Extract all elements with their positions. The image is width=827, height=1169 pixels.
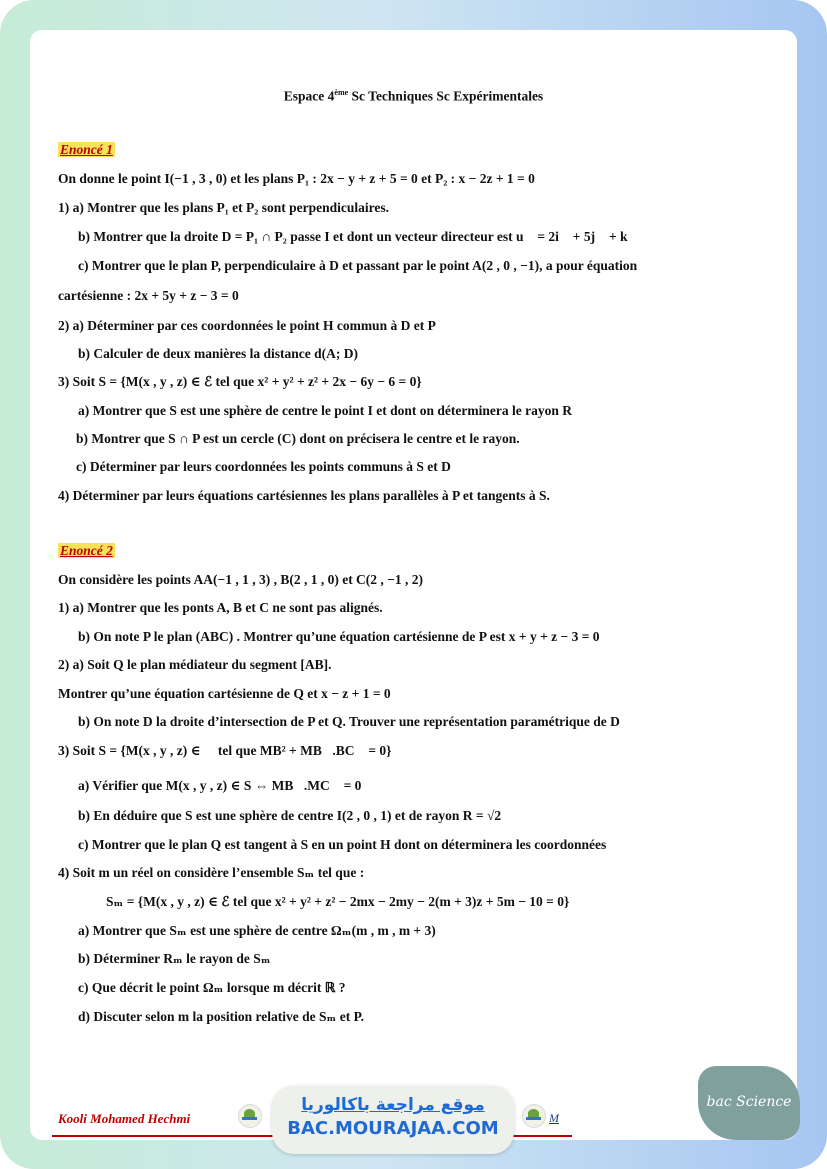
ex1-q1a: 1) a) Montrer que les plans P₁ et P₂ sont perpendiculaires.: [58, 200, 389, 215]
footer-logo-icon: [522, 1104, 546, 1128]
ex2-intro: On considère les points AA(−1 , 1 , 3) , B(2 , 1 , 0) et C(2 , −1 , 2): [58, 572, 423, 587]
document-title: Espace 4ème Sc Techniques Sc Expérimentales: [283, 88, 544, 104]
ex2-q4b: b) Déterminer Rₘ le rayon de Sₘ: [78, 951, 271, 966]
watermark-arabic-text: موقع مراجعة باكالوريا: [301, 1095, 485, 1115]
ex1-q2b: b) Calculer de deux manières la distance d(A; D): [78, 346, 358, 361]
enonce-1-heading: Enoncé 1: [60, 142, 113, 157]
ex2-q3c: c) Montrer que le plan Q est tangent à S en un point H dont on déterminera les coordonnées: [78, 837, 607, 852]
ex1-q4: 4) Déterminer par leurs équations cartésiennes les plans parallèles à P et tangents à S.: [58, 488, 550, 503]
ex2-q4: 4) Soit m un réel on considère l’ensemble Sₘ tel que :: [58, 865, 365, 880]
badge-text: bac Science: [706, 1094, 792, 1110]
ex2-q4c: c) Que décrit le point Ωₘ lorsque m décrit ℝ ?: [78, 980, 346, 995]
ex2-q3a: a) Vérifier que M(x , y , z) ∈ S ⇔ MB⃗.MC⃗ = 0: [78, 778, 362, 793]
ex2-q3b: b) En déduire que S est une sphère de centre I(2 , 0 , 1) et de rayon R = √2: [78, 808, 502, 823]
footer-author: Kooli Mohamed Hechmi: [58, 1111, 191, 1126]
ex1-q3: 3) Soit S = {M(x , y , z) ∈ ℰ tel que x² + y² + z² + 2x − 6y − 6 = 0}: [58, 374, 422, 389]
ex2-q4-set: Sₘ = {M(x , y , z) ∈ ℰ tel que x² + y² + z² − 2mx − 2my − 2(m + 3)z + 5m − 10 = 0}: [106, 894, 570, 909]
ex1-intro: On donne le point I(−1 , 3 , 0) et les plans P₁ : 2x − y + z + 5 = 0 et P₂ : x − 2z + 1 = 0: [58, 171, 535, 186]
ex1-q2a: 2) a) Déterminer par ces coordonnées le point H commun à D et P: [58, 318, 436, 333]
ex1-q1c-cont: cartésienne : 2x + 5y + z − 3 = 0: [58, 288, 239, 303]
ex1-q3c: c) Déterminer par leurs coordonnées les points communs à S et D: [76, 459, 451, 474]
ex2-q3: 3) Soit S = {M(x , y , z) ∈ ℰ tel que MB² + MB⃗.BC⃗ = 0}: [58, 743, 392, 758]
ex1-q1b: b) Montrer que la droite D = P₁ ∩ P₂ passe I et dont un vecteur directeur est u⃗ = 2i⃗ + 5j⃗ + k⃗: [78, 229, 639, 244]
footer-tail: M: [549, 1111, 559, 1125]
enonce-2-heading: Enoncé 2: [60, 543, 113, 558]
ex1-q3b: b) Montrer que S ∩ P est un cercle (C) dont on précisera le centre et le rayon.: [76, 431, 520, 446]
watermark-url[interactable]: BAC.MOURAJAA.COM: [287, 1118, 499, 1139]
bac-science-badge: [698, 1066, 800, 1140]
site-watermark[interactable]: [272, 1086, 514, 1154]
ex2-q1a: 1) a) Montrer que les ponts A, B et C ne sont pas alignés.: [58, 600, 383, 615]
ex2-q4a: a) Montrer que Sₘ est une sphère de centre Ωₘ(m , m , m + 3): [78, 923, 436, 938]
ex2-q2a-cont: Montrer qu’une équation cartésienne de Q et x − z + 1 = 0: [58, 686, 391, 701]
ex2-q2b: b) On note D la droite d’intersection de P et Q. Trouver une représentation paramétrique de D: [78, 714, 620, 729]
ex1-q3a: a) Montrer que S est une sphère de centre le point I et dont on déterminera le rayon R: [78, 403, 572, 418]
ex2-q2a: 2) a) Soit Q le plan médiateur du segment [AB].: [58, 657, 332, 672]
footer-logo-icon: [238, 1104, 262, 1128]
ex2-q1b: b) On note P le plan (ABC) . Montrer qu’une équation cartésienne de P est x + y + z − 3 = 0: [78, 629, 600, 644]
ex1-q1c: c) Montrer que le plan P, perpendiculaire à D et passant par le point A(2 , 0 , −1), a pour équation: [78, 258, 638, 273]
ex2-q4d: d) Discuter selon m la position relative de Sₘ et P.: [78, 1009, 364, 1024]
